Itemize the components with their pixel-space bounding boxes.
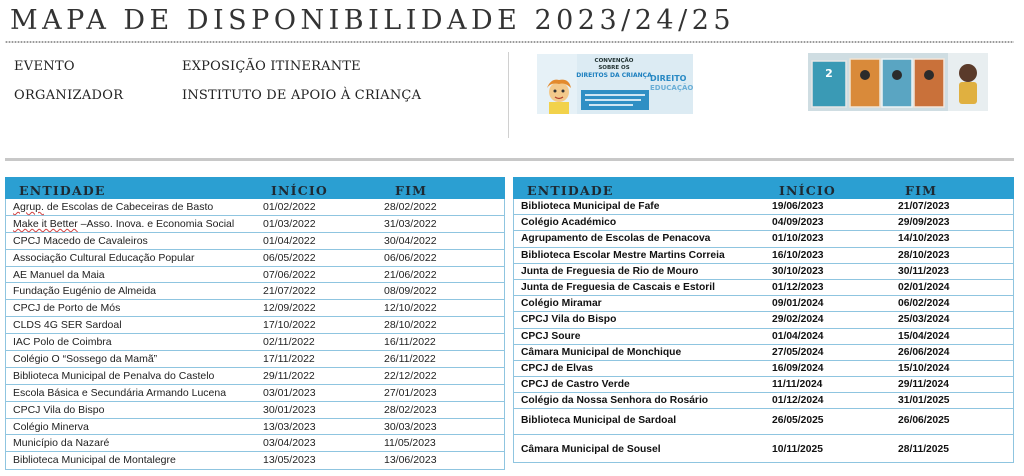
left-availability-table <box>5 177 505 470</box>
table-row <box>6 385 504 402</box>
header-fim: FIM <box>395 183 428 198</box>
entidade-text: CLDS 4G SER Sardoal <box>13 319 122 332</box>
inicio-cell: 13/05/2023 <box>263 454 316 467</box>
fim-cell: 16/11/2022 <box>384 336 436 349</box>
fim-cell: 28/10/2022 <box>384 319 437 332</box>
table-row <box>514 215 1013 231</box>
fim-cell: 28/11/2025 <box>898 444 949 456</box>
entidade-cell <box>521 282 715 293</box>
inicio-cell: 01/10/2023 <box>772 233 824 245</box>
table-row <box>6 368 504 385</box>
inicio-cell: 16/09/2024 <box>772 362 824 374</box>
entidade-cell <box>521 201 659 212</box>
entidade-cell <box>13 421 89 433</box>
table-row <box>6 250 504 267</box>
right-table-header <box>513 177 1014 199</box>
fim-cell: 06/06/2022 <box>384 251 437 264</box>
fim-cell: 31/01/2025 <box>898 395 950 407</box>
entidade-cell <box>13 218 234 230</box>
right-availability-table <box>513 177 1014 463</box>
info-row-evento <box>14 56 504 85</box>
fim-cell: 08/09/2022 <box>384 285 437 298</box>
entidade-cell <box>13 353 157 365</box>
inicio-cell: 27/05/2024 <box>772 346 824 358</box>
organizador-label: ORGANIZADOR <box>14 88 124 103</box>
left-table-header <box>5 177 505 199</box>
left-table-body <box>5 199 505 470</box>
inicio-cell: 01/02/2022 <box>263 201 316 213</box>
entidade-cell <box>521 379 630 390</box>
right-table-body <box>513 199 1014 463</box>
header-inicio: INÍCIO <box>779 183 837 198</box>
entidade-text: Junta de Freguesia de Rio de Mouro <box>521 265 699 277</box>
inicio-cell: 30/01/2023 <box>263 403 316 416</box>
dotted-divider <box>5 40 1014 44</box>
inicio-cell: 19/06/2023 <box>772 201 824 212</box>
table-row <box>514 296 1013 312</box>
entidade-text: Associação Cultural Educação Popular <box>13 251 195 264</box>
entidade-text: CPCJ Soure <box>521 330 581 342</box>
fim-cell: 28/02/2022 <box>384 201 437 213</box>
inicio-cell: 26/05/2025 <box>772 415 824 427</box>
fim-cell: 30/03/2023 <box>384 420 437 433</box>
entidade-cell <box>521 363 593 374</box>
entidade-text: Câmara Municipal de Monchique <box>521 346 682 358</box>
table-row <box>6 283 504 300</box>
entidade-text: Escola Básica e Secundária Armando Lucena <box>13 386 227 399</box>
entidade-text: Agrupamento de Escolas de Penacova <box>521 233 711 245</box>
fim-cell: 02/01/2024 <box>898 281 950 293</box>
inicio-cell: 02/11/2022 <box>263 336 315 349</box>
table-row <box>6 351 504 368</box>
entidade-text: AE Manuel da Maia <box>13 268 105 281</box>
fim-cell: 21/06/2022 <box>384 268 437 281</box>
entidade-text: Fundação Eugénio de Almeida <box>13 285 157 298</box>
table-row <box>514 264 1013 280</box>
organizador-value: INSTITUTO DE APOIO À CRIANÇA <box>182 88 422 103</box>
conv-side1: DIREITO <box>650 74 687 83</box>
evento-label: EVENTO <box>14 59 75 74</box>
info-row-organizador <box>14 85 504 114</box>
fim-cell: 26/06/2024 <box>898 346 950 358</box>
conv-line1: CONVENÇÃO <box>594 58 634 64</box>
table-row <box>6 300 504 317</box>
inicio-cell: 03/04/2023 <box>263 437 316 450</box>
inicio-cell: 29/11/2022 <box>263 369 315 382</box>
conv-line2: SOBRE OS <box>598 65 630 71</box>
entidade-cell <box>13 370 214 382</box>
inicio-cell: 13/03/2023 <box>263 420 316 433</box>
vertical-divider <box>508 52 509 138</box>
header-inicio: INÍCIO <box>271 183 329 198</box>
entidade-cell <box>521 347 681 358</box>
inicio-cell: 01/04/2022 <box>263 234 316 247</box>
table-row <box>514 280 1013 296</box>
fim-cell: 31/03/2022 <box>384 217 437 230</box>
inicio-cell: 29/02/2024 <box>772 314 824 326</box>
table-row <box>514 345 1013 361</box>
fim-cell: 21/07/2023 <box>898 201 950 212</box>
header-entidade: ENTIDADE <box>19 183 106 198</box>
entidade-text: de Escolas de Cabeceiras de Basto <box>43 201 214 213</box>
fim-cell: 12/10/2022 <box>384 302 437 315</box>
entidade-text: Colégio O “Sossego da Mamã” <box>13 353 158 366</box>
table-row <box>6 267 504 284</box>
inicio-cell: 01/12/2024 <box>772 395 824 407</box>
inicio-cell: 01/04/2024 <box>772 330 824 342</box>
fim-cell: 29/11/2024 <box>898 379 949 391</box>
entidade-text: Biblioteca Municipal de Fafe <box>521 201 660 212</box>
entidade-prefix: Make it Better <box>13 217 78 230</box>
section-divider <box>5 158 1014 161</box>
entidade-cell <box>13 437 109 449</box>
entidade-text: Colégio Académico <box>521 217 617 229</box>
inicio-cell: 12/09/2022 <box>263 302 316 315</box>
entidade-cell <box>13 285 156 297</box>
header-fim: FIM <box>905 183 938 198</box>
entidade-cell <box>13 302 120 314</box>
entidade-text: IAC Polo de Coimbra <box>13 336 112 349</box>
inicio-cell: 17/11/2022 <box>263 353 315 366</box>
header-entidade: ENTIDADE <box>527 183 614 198</box>
entidade-cell <box>521 266 698 277</box>
table-row <box>6 216 504 233</box>
fim-cell: 25/03/2024 <box>898 314 950 326</box>
conv-line3: DIREITOS DA CRIANÇA <box>576 72 652 79</box>
inicio-cell: 03/01/2023 <box>263 386 316 399</box>
entidade-cell <box>13 454 176 466</box>
entidade-cell <box>13 235 148 247</box>
inicio-cell: 01/03/2022 <box>263 217 316 230</box>
table-row <box>6 334 504 351</box>
entidade-text: Biblioteca Municipal de Montalegre <box>13 454 176 467</box>
entidade-cell <box>521 444 661 455</box>
entidade-cell <box>521 233 710 244</box>
entidade-cell <box>521 217 616 228</box>
inicio-cell: 09/01/2024 <box>772 298 824 310</box>
inicio-cell: 21/07/2022 <box>263 285 316 298</box>
entidade-prefix: Agrup. <box>13 201 44 213</box>
inicio-cell: 16/10/2023 <box>772 249 824 261</box>
entidade-text: Junta de Freguesia de Cascais e Estoril <box>521 281 716 293</box>
table-row <box>514 329 1013 345</box>
entidade-cell <box>13 336 112 348</box>
conv-side2: EDUCAÇÃO <box>650 84 693 92</box>
fim-cell: 14/10/2023 <box>898 233 950 245</box>
inicio-cell: 06/05/2022 <box>263 251 316 264</box>
entidade-cell <box>521 314 616 325</box>
page-title: MAPA DE DISPONIBILIDADE 2023/24/25 <box>10 5 736 36</box>
table-row <box>514 377 1013 393</box>
inicio-cell: 07/06/2022 <box>263 268 316 281</box>
fim-cell: 30/11/2023 <box>898 265 949 277</box>
entidade-cell <box>13 269 105 281</box>
inicio-cell: 17/10/2022 <box>263 319 316 332</box>
fim-cell: 15/04/2024 <box>898 330 950 342</box>
entidade-text: CPCJ de Porto de Mós <box>13 302 121 315</box>
table-row <box>514 409 1013 435</box>
table-row <box>514 231 1013 247</box>
table-row <box>6 419 504 436</box>
inicio-cell: 30/10/2023 <box>772 265 824 277</box>
table-row <box>6 233 504 250</box>
event-info <box>14 56 504 114</box>
fim-cell: 15/10/2024 <box>898 362 950 374</box>
exhibition-cards-image <box>808 53 988 111</box>
entidade-text: CPCJ Vila do Bispo <box>521 314 617 326</box>
table-row <box>514 435 1013 462</box>
entidade-text: Biblioteca Municipal de Penalva do Castelo <box>13 369 215 382</box>
table-row <box>514 393 1013 409</box>
entidade-cell <box>13 387 226 399</box>
fim-cell: 27/01/2023 <box>384 386 437 399</box>
fim-cell: 26/06/2025 <box>898 415 950 427</box>
entidade-cell <box>521 250 725 261</box>
fim-cell: 11/05/2023 <box>384 437 436 450</box>
entidade-cell <box>521 415 676 426</box>
entidade-text: CPCJ de Castro Verde <box>521 379 630 391</box>
fim-cell: 28/10/2023 <box>898 249 950 261</box>
table-row <box>514 199 1013 215</box>
entidade-cell <box>521 395 708 406</box>
entidade-text: CPCJ Macedo de Cavaleiros <box>13 234 148 247</box>
entidade-cell <box>521 331 581 342</box>
inicio-cell: 04/09/2023 <box>772 217 824 229</box>
evento-value: EXPOSIÇÃO ITINERANTE <box>182 59 361 74</box>
fim-cell: 29/09/2023 <box>898 217 950 229</box>
entidade-cell <box>13 319 122 331</box>
table-row <box>6 452 504 469</box>
entidade-cell <box>13 252 195 264</box>
fim-cell: 22/12/2022 <box>384 369 437 382</box>
convention-poster-image <box>537 54 693 114</box>
entidade-text: Colégio da Nossa Senhora do Rosário <box>521 395 709 407</box>
entidade-text: –Asso. Inova. e Economia Social <box>77 217 235 230</box>
entidade-cell <box>521 298 602 309</box>
entidade-text: Biblioteca Escolar Mestre Martins Correia <box>521 249 725 261</box>
entidade-cell <box>13 404 104 416</box>
inicio-cell: 10/11/2025 <box>772 444 823 456</box>
table-row <box>514 248 1013 264</box>
table-row <box>6 402 504 419</box>
entidade-text: Município da Nazaré <box>13 437 110 450</box>
cards-number: 2 <box>825 67 833 80</box>
fim-cell: 28/02/2023 <box>384 403 437 416</box>
table-row <box>514 361 1013 377</box>
entidade-text: CPCJ de Elvas <box>521 362 594 374</box>
inicio-cell: 01/12/2023 <box>772 281 824 293</box>
entidade-text: Colégio Minerva <box>13 420 89 433</box>
entidade-text: Biblioteca Municipal de Sardoal <box>521 415 677 427</box>
inicio-cell: 11/11/2024 <box>772 379 823 391</box>
fim-cell: 13/06/2023 <box>384 454 437 467</box>
entidade-cell <box>13 201 213 213</box>
fim-cell: 30/04/2022 <box>384 234 437 247</box>
entidade-text: Câmara Municipal de Sousel <box>521 444 661 456</box>
table-row <box>6 199 504 216</box>
entidade-text: Colégio Miramar <box>521 298 602 310</box>
table-row <box>6 317 504 334</box>
fim-cell: 06/02/2024 <box>898 298 950 310</box>
table-row <box>6 435 504 452</box>
table-row <box>514 312 1013 328</box>
fim-cell: 26/11/2022 <box>384 353 436 366</box>
entidade-text: CPCJ Vila do Bispo <box>13 403 105 416</box>
